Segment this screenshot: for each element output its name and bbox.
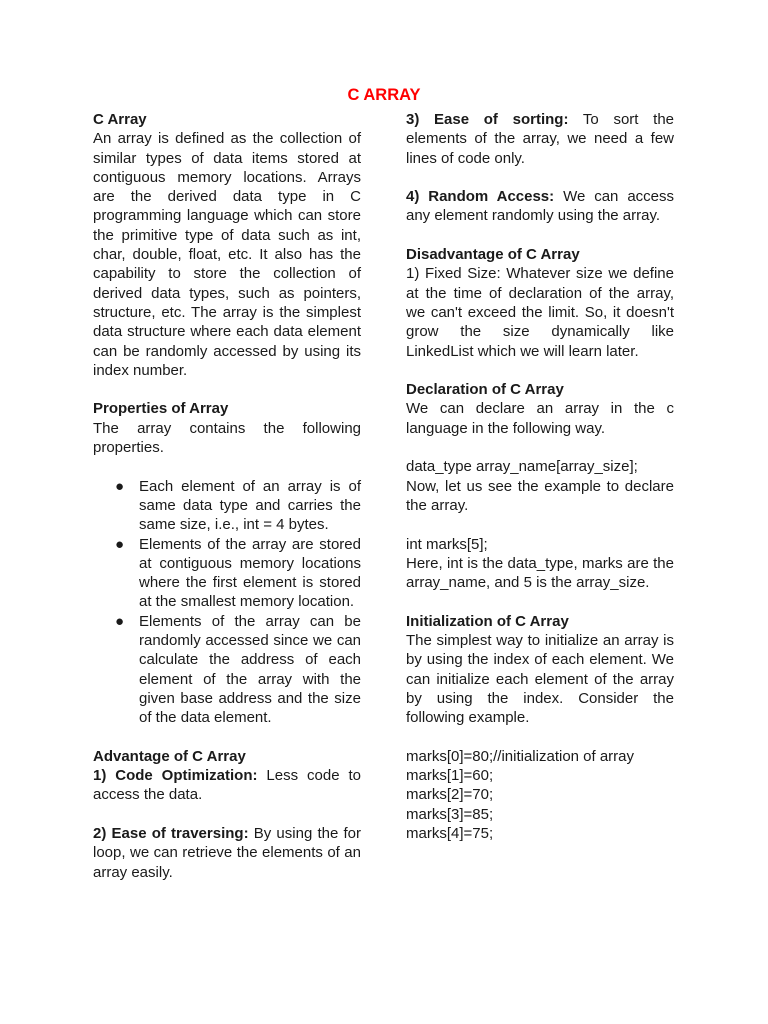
list-item-text: Elements of the array are stored at contiguous memory locations where the first element is stored at the smallest memory location. xyxy=(139,535,361,611)
declaration-explain: Here, int is the data_type, marks are the array_name, and 5 is the array_size. xyxy=(406,554,674,592)
advantage-3-label: 3) Ease of sorting: xyxy=(406,111,569,128)
advantage-2-label: 2) Ease of traversing: xyxy=(93,824,249,842)
bullet-icon: ● xyxy=(115,612,125,630)
advantage-2 xyxy=(93,824,361,882)
bullet-icon: ● xyxy=(115,477,125,495)
advantage-2-text: By using the for loop, we can retrieve the elements of an array easily. xyxy=(93,824,361,881)
properties-intro: The array contains the following properties. xyxy=(93,419,361,457)
list-item xyxy=(93,535,361,612)
initialization-paragraph: The simplest way to initialize an array is by using the index of each element. We can initialize each element of the array by using the index. Consider the following example. xyxy=(406,632,674,727)
disadvantage-paragraph: 1) Fixed Size: Whatever size we define at the time of declaration of the array, we can't exceed the limit. So, it doesn't grow the size dynamically like LinkedList which we will learn later. xyxy=(406,265,674,360)
list-item xyxy=(93,612,361,728)
intro-heading: C Array xyxy=(93,111,147,128)
code-line: marks[2]=70; xyxy=(406,786,494,804)
list-item xyxy=(93,477,361,535)
advantage-1-label: 1) Code Optimization: xyxy=(93,767,258,785)
left-column xyxy=(93,110,361,882)
declaration-paragraph: We can declare an array in the c language in the following way. xyxy=(406,400,674,437)
disadvantage-heading: Disadvantage of C Array xyxy=(406,246,580,264)
properties-list xyxy=(93,477,361,728)
code-line: marks[3]=85; xyxy=(406,805,494,823)
advantage-3 xyxy=(406,110,674,168)
properties-heading: Properties of Array xyxy=(93,400,229,418)
advantage-heading: Advantage of C Array xyxy=(93,747,246,765)
code-line: marks[4]=75; xyxy=(406,824,494,842)
code-line: marks[1]=60; xyxy=(406,767,494,785)
bullet-icon: ● xyxy=(115,535,125,553)
list-item-text: Elements of the array can be randomly accessed since we can calculate the address of each element of the array with the given base address and the size of the data element. xyxy=(139,612,361,727)
declaration-example: int marks[5]; xyxy=(406,535,488,553)
advantage-1-text: Less code to access the data. xyxy=(93,767,361,804)
advantage-1 xyxy=(93,766,361,805)
list-item-text: Each element of an array is of same data type and carries the same size, i.e., int = 4 bytes. xyxy=(139,477,361,534)
advantage-4-text: We can access any element randomly using the array. xyxy=(406,188,674,225)
advantage-4 xyxy=(406,187,674,226)
intro-paragraph: An array is defined as the collection of similar types of data items stored at contiguous memory locations. Arrays are the derived data type in C programming language which can store the primitive type of data such as int, char, double, float, etc. It also has the capability to store the collection of derived data types, such as pointers, structure, etc. The array is the simplest data structure where each data element can be randomly accessed by using its index number. xyxy=(93,130,361,379)
advantage-4-label: 4) Random Access: xyxy=(406,188,555,206)
right-column xyxy=(406,110,674,843)
initialization-heading: Initialization of C Array xyxy=(406,612,569,630)
advantage-3-text: To sort the elements of the array, we need a few lines of code only. xyxy=(406,111,675,167)
declaration-heading: Declaration of C Array xyxy=(406,381,564,399)
declaration-example-intro: Now, let us see the example to declare the array. xyxy=(406,477,674,514)
page-title: C ARRAY xyxy=(347,86,421,104)
code-line: marks[0]=80;//initialization of array xyxy=(406,747,635,765)
declaration-syntax: data_type array_name[array_size]; xyxy=(406,458,638,476)
